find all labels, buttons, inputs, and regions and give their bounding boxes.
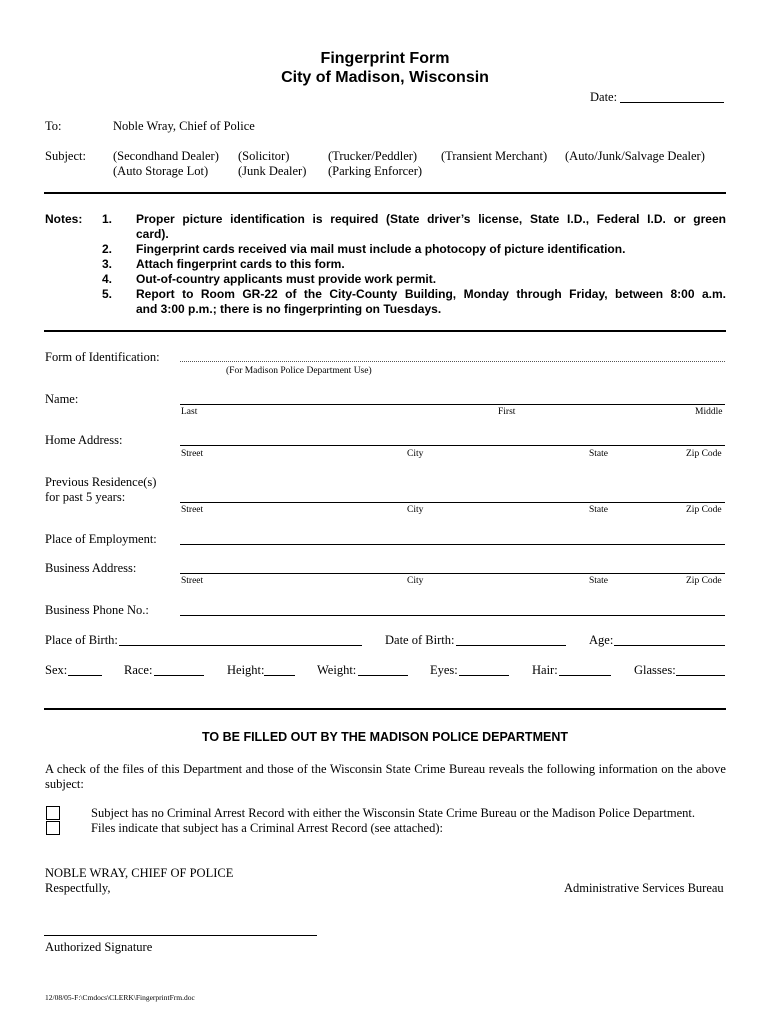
subject-option-junk[interactable]: (Junk Dealer) bbox=[238, 164, 307, 178]
sex-field[interactable] bbox=[68, 663, 102, 676]
note-number: 3. bbox=[102, 257, 113, 271]
business-address-field[interactable] bbox=[180, 561, 725, 574]
name-sub-middle: Middle bbox=[695, 407, 723, 417]
signature-label: Authorized Signature bbox=[45, 940, 153, 954]
subject-label: Subject: bbox=[45, 149, 86, 163]
subject-option-solicitor[interactable]: (Solicitor) bbox=[238, 149, 290, 163]
home-address-field[interactable] bbox=[180, 433, 725, 446]
name-sub-last: Last bbox=[181, 407, 198, 417]
height-field[interactable] bbox=[264, 663, 295, 676]
weight-label: Weight: bbox=[317, 663, 357, 677]
to-label: To: bbox=[45, 119, 62, 133]
business-address-label: Business Address: bbox=[45, 561, 137, 575]
subject-option-transient[interactable]: (Transient Merchant) bbox=[441, 149, 548, 163]
eyes-field[interactable] bbox=[459, 663, 509, 676]
note-text-cont: and 3:00 p.m.; there is no fingerprinting on Tuesdays. bbox=[136, 302, 442, 316]
identification-note: (For Madison Police Department Use) bbox=[226, 366, 372, 376]
address-sub-zip: Zip Code bbox=[686, 505, 722, 515]
business-phone-label: Business Phone No.: bbox=[45, 603, 149, 617]
glasses-label: Glasses: bbox=[634, 663, 676, 677]
birth-date-label: Date of Birth: bbox=[385, 633, 455, 647]
note-text: Proper picture identification is required (State driver’s license, State I.D., Federal I.D. or green bbox=[136, 212, 726, 226]
sex-label: Sex: bbox=[45, 663, 68, 677]
business-phone-field[interactable] bbox=[180, 603, 725, 616]
prev-residence-label: Previous Residence(s) bbox=[45, 475, 157, 489]
divider bbox=[44, 192, 726, 194]
dept-check-text-cont: subject: bbox=[45, 777, 84, 791]
name-field[interactable] bbox=[180, 392, 725, 405]
subject-option-auto-junk[interactable]: (Auto/Junk/Salvage Dealer) bbox=[565, 149, 705, 163]
divider bbox=[44, 330, 726, 332]
age-field[interactable] bbox=[614, 633, 725, 646]
no-record-option: Subject has no Criminal Arrest Record with either the Wisconsin State Crime Bureau or the Madison Police Department. bbox=[91, 806, 695, 820]
subject-option-trucker[interactable]: (Trucker/Peddler) bbox=[328, 149, 418, 163]
glasses-field[interactable] bbox=[676, 663, 725, 676]
note-number: 5. bbox=[102, 287, 113, 301]
hair-field[interactable] bbox=[559, 663, 611, 676]
record-checkbox[interactable] bbox=[46, 821, 60, 835]
note-number: 1. bbox=[102, 212, 113, 226]
age-label: Age: bbox=[589, 633, 614, 647]
address-sub-state: State bbox=[589, 505, 608, 515]
address-sub-street: Street bbox=[181, 449, 204, 459]
note-text: Report to Room GR-22 of the City-County Building, Monday through Friday, between 8:00 a.m. bbox=[136, 287, 726, 301]
prev-residence-label-cont: for past 5 years: bbox=[45, 490, 126, 504]
name-label: Name: bbox=[45, 392, 79, 406]
bureau-text: Administrative Services Bureau bbox=[564, 881, 724, 895]
employment-label: Place of Employment: bbox=[45, 532, 157, 546]
birth-place-field[interactable] bbox=[119, 633, 362, 646]
address-sub-state: State bbox=[589, 449, 608, 459]
employment-field[interactable] bbox=[180, 532, 725, 545]
eyes-label: Eyes: bbox=[430, 663, 458, 677]
name-sub-first: First bbox=[498, 407, 516, 417]
address-sub-state: State bbox=[589, 576, 608, 586]
dept-check-text: A check of the files of this Department and those of the Wisconsin State Crime Bureau reveals the following information on the above bbox=[45, 762, 726, 776]
prev-residence-field[interactable] bbox=[180, 490, 725, 503]
footer-path: 12/08/05-F:\Cmdocs\CLERK\FingerprintFrm.doc bbox=[45, 993, 195, 1002]
subject-option-auto-storage[interactable]: (Auto Storage Lot) bbox=[113, 164, 209, 178]
form-subtitle: City of Madison, Wisconsin bbox=[281, 69, 489, 86]
address-sub-city: City bbox=[407, 505, 424, 515]
birth-place-label: Place of Birth: bbox=[45, 633, 118, 647]
chief-name: NOBLE WRAY, CHIEF OF POLICE bbox=[45, 866, 234, 880]
signature-line[interactable] bbox=[44, 935, 317, 936]
address-sub-street: Street bbox=[181, 576, 204, 586]
date-field[interactable] bbox=[620, 90, 724, 103]
address-sub-zip: Zip Code bbox=[686, 576, 722, 586]
subject-option-secondhand[interactable]: (Secondhand Dealer) bbox=[113, 149, 219, 163]
race-label: Race: bbox=[124, 663, 153, 677]
home-address-label: Home Address: bbox=[45, 433, 123, 447]
form-title: Fingerprint Form bbox=[320, 50, 450, 67]
divider bbox=[44, 708, 726, 710]
note-text: Out-of-country applicants must provide work permit. bbox=[136, 272, 437, 286]
subject-option-parking[interactable]: (Parking Enforcer) bbox=[328, 164, 423, 178]
no-record-checkbox[interactable] bbox=[46, 806, 60, 820]
address-sub-city: City bbox=[407, 449, 424, 459]
race-field[interactable] bbox=[154, 663, 204, 676]
address-sub-zip: Zip Code bbox=[686, 449, 722, 459]
note-text: Fingerprint cards received via mail must include a photocopy of picture identification. bbox=[136, 242, 626, 256]
dept-heading: TO BE FILLED OUT BY THE MADISON POLICE DEPARTMENT bbox=[202, 730, 568, 744]
address-sub-city: City bbox=[407, 576, 424, 586]
height-label: Height: bbox=[227, 663, 265, 677]
note-text-cont: card). bbox=[136, 227, 169, 241]
respectfully-text: Respectfully, bbox=[45, 881, 111, 895]
identification-label: Form of Identification: bbox=[45, 350, 160, 364]
notes-label: Notes: bbox=[45, 212, 83, 226]
identification-field[interactable] bbox=[180, 349, 725, 362]
weight-field[interactable] bbox=[358, 663, 408, 676]
to-value: Noble Wray, Chief of Police bbox=[113, 119, 255, 133]
date-label: Date: bbox=[590, 90, 618, 104]
note-number: 2. bbox=[102, 242, 113, 256]
record-option: Files indicate that subject has a Criminal Arrest Record (see attached): bbox=[91, 821, 443, 835]
address-sub-street: Street bbox=[181, 505, 204, 515]
note-number: 4. bbox=[102, 272, 113, 286]
birth-date-field[interactable] bbox=[456, 633, 566, 646]
hair-label: Hair: bbox=[532, 663, 558, 677]
note-text: Attach fingerprint cards to this form. bbox=[136, 257, 345, 271]
